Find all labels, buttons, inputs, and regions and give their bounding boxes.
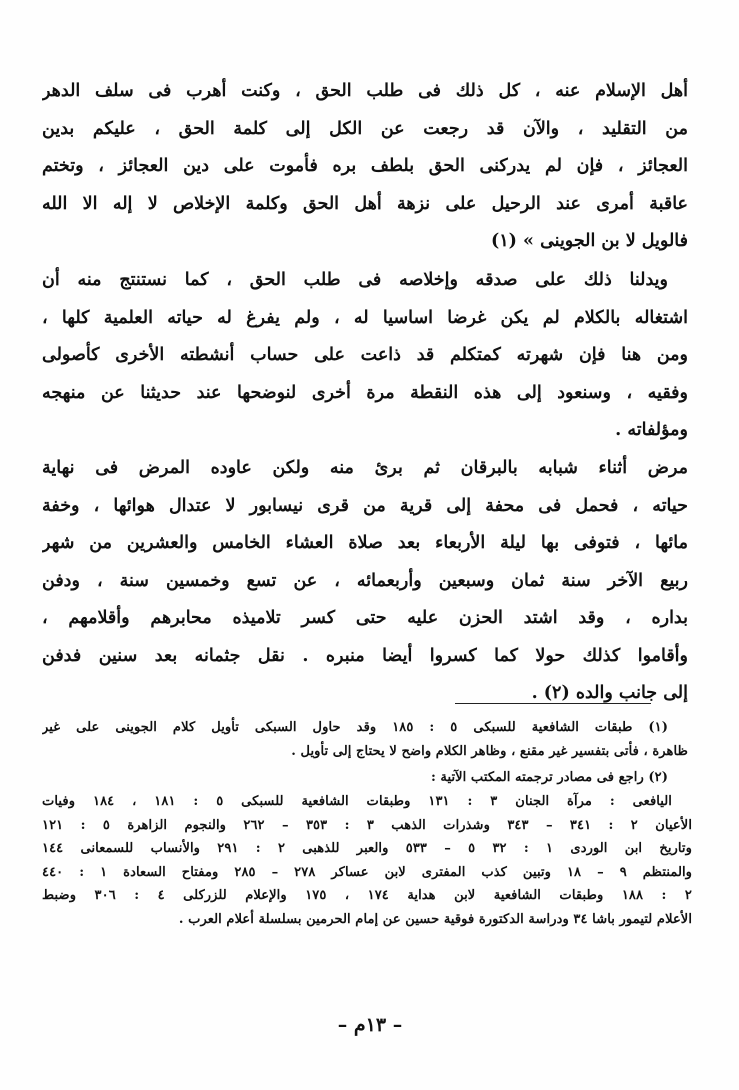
text-line: وفقيه ، وسنعود إلى هذه النقطة مرة أخرى لنوضحها عند حديثنا عن منهجه [42,382,688,403]
footnote-line: (٢) راجع فى مصادر ترجمته المكتب الآتية : [430,770,668,785]
text-line: بداره ، وقد اشتد الحزن عليه حتى كسر تلاميذه محابرهم وأقلامهم ، [42,608,688,628]
text-line: ربيع الآخر سنة ثمان وسبعين وأربعمائه ، عن تسع وخمسين سنة ، ودفن [42,570,688,591]
text-line: إلى جانب والده (٢) . [531,683,688,703]
footnote-2-sources [42,790,692,931]
text-line: فالويل لا بن الجوينى » (١) [490,231,688,251]
body-paragraph-2 [42,262,688,450]
text-line: العجائز ، فإن لم يدركنى الحق بلطف بره فأموت على دين العجائز ، وتختم [42,156,688,176]
footnote-line: اليافعى : مرآة الجنان ٣ : ١٣١ وطبقات الشافعية للسبكى ٥ : ١٨١ ، ١٨٤ وفيات [42,794,672,809]
text-line: عاقبة أمرى عند الرحيل على نزهة أهل الحق وكلمة الإخلاص لا إله الا الله [42,193,688,214]
footnote-separator [455,703,651,704]
body-paragraph-3 [42,450,688,713]
text-line: وأقاموا كذلك حولا كما كسروا أيضا منبره . نقل جثمانه بعد سنين فدفن [42,645,688,666]
body-paragraph-1 [42,73,688,261]
text-line: مائها ، فتوفى بها ليلة الأربعاء بعد صلاة العشاء الخامس والعشرين من شهر [42,533,688,553]
page-number: – ١٣م – [337,1014,403,1036]
footnote-line: ٢ : ١٨٨ وطبقات الشافعية لابن هداية ١٧٤ ، ١٧٥ والإعلام للزركلى ٤ : ٣٠٦ وضبط [42,888,692,903]
footnote-line: الأعلام لتيمور باشا ٣٤ ودراسة الدكتورة فوقية حسين عن إمام الحرمين بسلسلة أعلام العرب . [178,911,692,927]
footnote-line: وتاريخ ابن الوردى ١ : ٣٢ ٥ – ٥٣٣ والعبر للذهبى ٢ : ٢٩١ والأنساب للسمعانى ١٤٤ [42,841,692,856]
text-line: ومن هنا فإن شهرته كمتكلم قد ذاعت على حساب أنشطته الأخرى كأصولى [42,345,688,365]
footnote-line: (١) طبقات الشافعية للسبكى ٥ : ١٨٥ وقد حاول السبكى تأويل كلام الجوينى على غير [42,720,668,735]
footnote-2-heading [42,766,688,790]
text-line: مرض أثناء شبابه بالبرقان ثم برئ منه ولكن عاوده المرض فى نهاية [42,458,688,478]
footnote-line: والمنتظم ٩ – ١٨ وتبين كذب المفترى لابن عساكر ٢٧٨ – ٢٨٥ ومفتاح السعادة ١ : ٤٤٠ [42,864,692,880]
footnote-1 [42,716,688,763]
text-line: ويدلنا ذلك على صدقه وإخلاصه فى طلب الحق ، كما نستنتج منه أن [42,270,668,290]
footnote-line: ظاهرة ، فأتى بتفسير غير مقنع ، وظاهر الكلام واضح لا يحتاج إلى تأويل . [291,743,688,759]
text-line: أهل الإسلام عنه ، كل ذلك فى طلب الحق ، وكنت أهرب فى سلف الدهر [42,81,688,101]
text-line: من التقليد ، والآن قد رجعت عن الكل إلى كلمة الحق ، عليكم بدين [42,118,688,139]
text-line: حياته ، فحمل فى محفة إلى قرية من قرى نيسابور لا عتدال هوائها ، وخفة [42,495,688,516]
footnote-line: الأعيان ٢ : ٣٤١ – ٣٤٣ وشذرات الذهب ٣ : ٣٥٣ – ٢٦٢ والنجوم الزاهرة ٥ : ١٢١ [42,817,692,833]
text-line: اشتغاله بالكلام لم يكن غرضا اساسيا له ، ولم يفرغ له حياته العلمية كلها ، [42,307,688,328]
text-line: ومؤلفاته . [615,420,688,440]
